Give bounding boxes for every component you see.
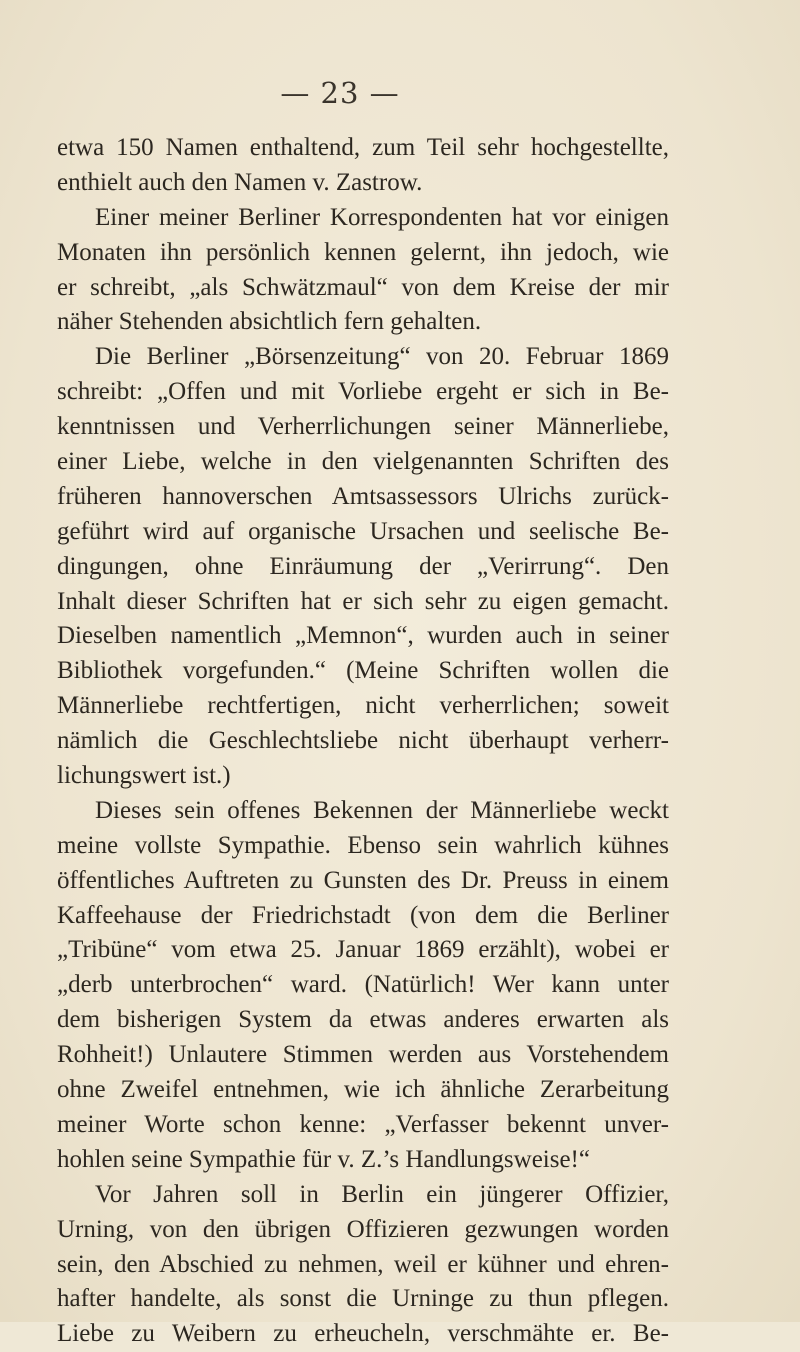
text-line: Dieses sein offenes Bekennen der Männerliebe weckt [95, 796, 669, 824]
text-line: dem bisherigen System da etwas anderes erwarten als [57, 1006, 669, 1034]
text-line: Einer meiner Berliner Korrespondenten hat vor einigen [95, 203, 669, 231]
text-line: meine vollste Sympathie. Ebenso sein wahrlich kühnes [57, 831, 669, 859]
page-number: — 23 — [280, 76, 400, 110]
text-line: sein, den Abschied zu nehmen, weil er kühner und ehren- [57, 1250, 669, 1278]
text-line: nämlich die Geschlechtsliebe nicht überhaupt verherr- [57, 727, 669, 755]
text-line: „derb unterbrochen“ ward. (Natürlich! Wer kann unter [57, 971, 669, 999]
text-line: schreibt: „Offen und mit Vorliebe ergeht er sich in Be- [57, 378, 669, 406]
text-line: kenntnissen und Verherrlichungen seiner Männerliebe, [57, 413, 669, 441]
text-line: Die Berliner „Börsenzeitung“ von 20. Februar 1869 [95, 343, 669, 371]
text-line: Liebe zu Weibern zu erheucheln, verschmähte er. Be- [57, 1320, 669, 1348]
text-line: dingungen, ohne Einräumung der „Verirrung“. Den [57, 552, 669, 580]
text-line: Männerliebe rechtfertigen, nicht verherrlichen; soweit [57, 692, 669, 720]
text-line: meiner Worte schon kenne: „Verfasser bekennt unver- [57, 1110, 669, 1138]
text-line: enthielt auch den Namen v. Zastrow. [57, 168, 423, 196]
text-line: Kaffeehause der Friedrichstadt (von dem die Berliner [57, 901, 669, 929]
body-text [57, 131, 669, 1352]
text-line: ohne Zweifel entnehmen, wie ich ähnliche Zerarbeitung [57, 1076, 669, 1104]
text-line: Monaten ihn persönlich kennen gelernt, ihn jedoch, wie [57, 238, 669, 266]
text-line: Bibliothek vorgefunden.“ (Meine Schriften wollen die [57, 657, 669, 685]
text-line: einer Liebe, welche in den vielgenannten Schriften des [57, 448, 669, 476]
text-line: Urning, von den übrigen Offizieren gezwungen worden [57, 1215, 669, 1243]
text-line: geführt wird auf organische Ursachen und seelische Be- [57, 517, 669, 545]
text-line: Inhalt dieser Schriften hat er sich sehr zu eigen gemacht. [57, 587, 669, 615]
text-line: Rohheit!) Unlautere Stimmen werden aus Vorstehendem [57, 1041, 669, 1069]
text-line: näher Stehenden absichtlich fern gehalten. [57, 308, 482, 336]
text-line: früheren hannoverschen Amtsassessors Ulrichs zurück- [57, 482, 669, 510]
text-line: lichungswert ist.) [57, 762, 231, 790]
text-line: Dieselben namentlich „Memnon“, wurden auch in seiner [57, 622, 669, 650]
text-line: hohlen seine Sympathie für v. Z.’s Handlungsweise!“ [57, 1145, 590, 1173]
text-line: hafter handelte, als sonst die Urninge zu thun pflegen. [57, 1285, 669, 1313]
text-line: Vor Jahren soll in Berlin ein jüngerer Offizier, [95, 1180, 669, 1208]
text-line: er schreibt, „als Schwätzmaul“ von dem Kreise der mir [57, 273, 669, 301]
text-line: „Tribüne“ vom etwa 25. Januar 1869 erzählt), wobei er [57, 936, 669, 964]
text-line: etwa 150 Namen enthaltend, zum Teil sehr hochgestellte, [57, 134, 669, 161]
text-line: öffentliches Auftreten zu Gunsten des Dr. Preuss in einem [57, 866, 669, 894]
